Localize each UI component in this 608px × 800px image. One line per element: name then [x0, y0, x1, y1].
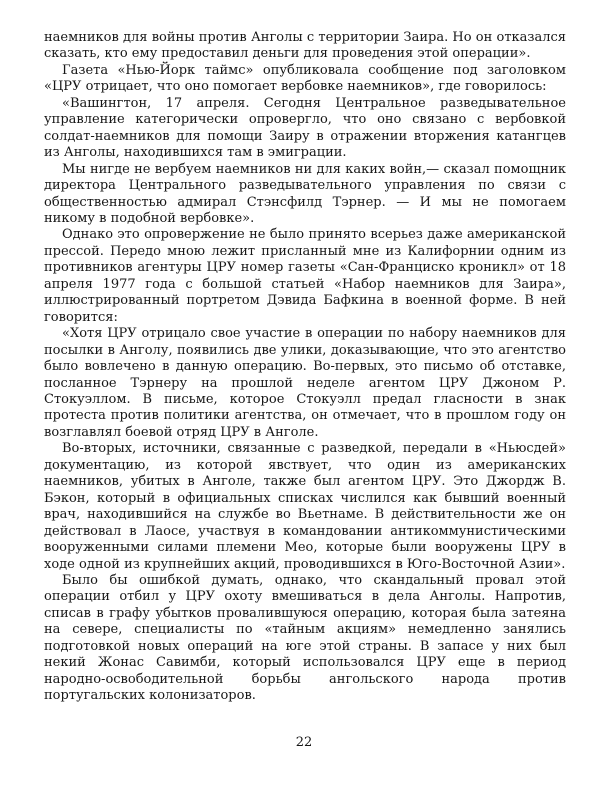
page-body [44, 30, 566, 705]
paragraph-nyt-intro: Газета «Нью-Йорк таймс» опубликовала сообщение под заголовком «ЦРУ отрицает, что оно помогает вербовке наемников», где говорилось: [44, 62, 566, 95]
paragraph-quote-second-evidence: Во-вторых, источники, связанные с разведкой, передали в «Ньюсдей» документацию, из которой явствует, что один из американских наемников, убитых в Анголе, также был агентом ЦРУ. Это Джордж В. Бэкон, который в официальных списках числился как бывший военный врач, находившийся на службе во Вьетнаме. В действительности же он действовал в Лаосе, участвуя в командовании антикоммунистическими вооруженными силами племени Мео, которые были вооружены ЦРУ в ходе одной из крупнейших акций, проводившихся в Юго-Восточной Азии». [44, 441, 566, 572]
paragraph-denial-not-accepted: Однако это опровержение не было принято всерьез даже американской прессой. Передо мною лежит присланный мне из Калифорнии одним из противников агентуры ЦРУ номер газеты «Сан-Франциско кроникл» от 18 апреля 1977 года с большой статьей «Набор наемников для Заира», иллюстрированный портретом Дэвида Бафкина в военной форме. В ней говорится: [44, 227, 566, 325]
paragraph-continuation: наемников для войны против Анголы с территории Заира. Но он отказался сказать, кто ему предоставил деньги для проведения этой операции». [44, 30, 566, 62]
page-number: 22 [295, 735, 313, 750]
paragraph-quote-first-evidence: «Хотя ЦРУ отрицало свое участие в операции по набору наемников для посылки в Анголу, появились две улики, доказывающие, что это агентство было вовлечено в данную операцию. Во-первых, это письмо об отставке, посланное Тэрнеру на прошлой неделе агентом ЦРУ Джоном Р. Стокуэллом. В письме, которое Стокуэлл предал гласности в знак протеста против политики агентства, он отмечает, что в прошлом году он возглавлял боевой отряд ЦРУ в Анголе. [44, 326, 566, 440]
paragraph-quote-turner: Мы нигде не вербуем наемников ни для каких войн,— сказал помощник директора Центрального разведывательного управления по связи с общественностью адмирал Стэнсфилд Тэрнер. — И мы не помогаем никому в подобной вербовке». [44, 161, 566, 226]
paragraph-quote-washington: «Вашингтон, 17 апреля. Сегодня Центральное разведывательное управление категорически опровергло, что оно связано с вербовкой солдат-наемников для помощи Заиру в отражении вторжения катангцев из Анголы, находившихся там в эмиграции. [44, 95, 566, 161]
paragraph-savimbi: Было бы ошибкой думать, однако, что скандальный провал этой операции отбил у ЦРУ охоту вмешиваться в дела Анголы. Напротив, списав в графу убытков провалившуюся операцию, которая была затеяна на севере, специалисты по «тайным акциям» немедленно занялись подготовкой новых операций на юге этой страны. В запасе у них был некий Жонас Савимби, который использовался ЦРУ еще в период народно-освободительной борьбы ангольского народа против португальских колонизаторов. [44, 572, 566, 704]
